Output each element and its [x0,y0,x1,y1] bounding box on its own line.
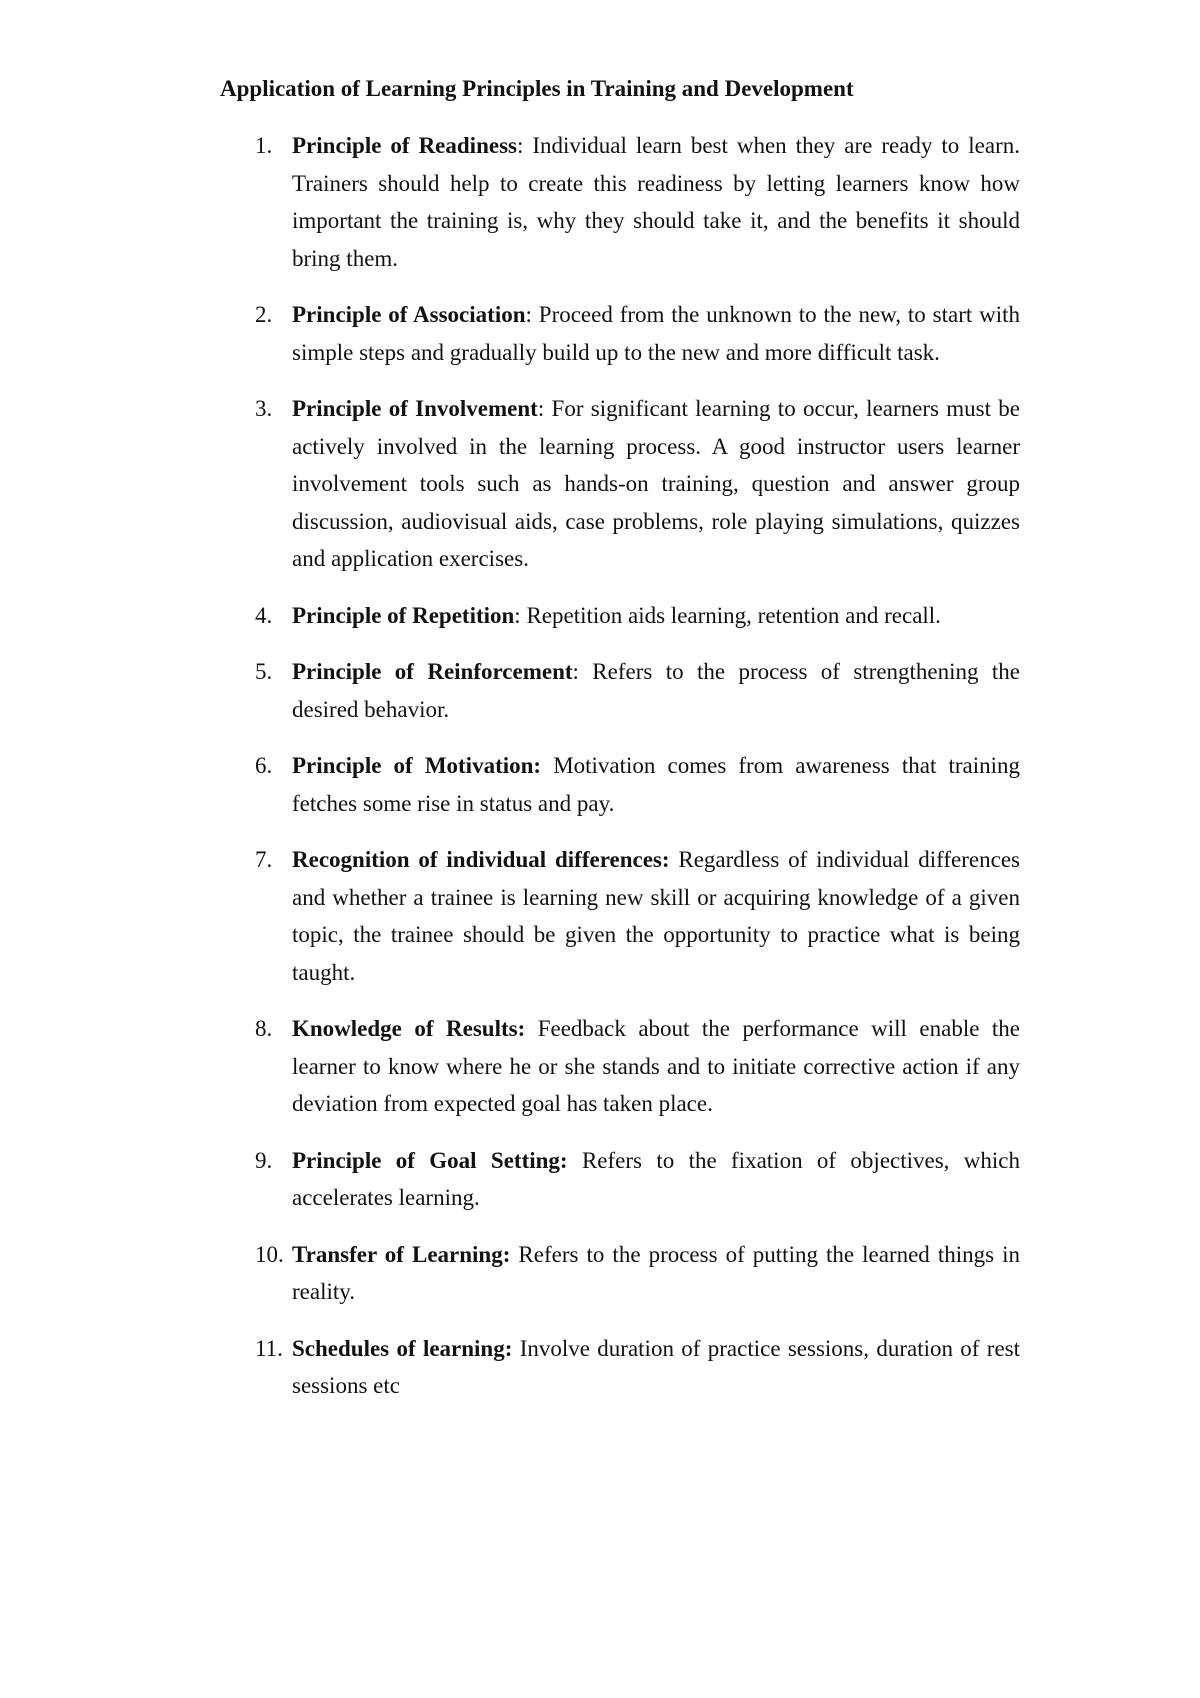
term-separator: : [516,133,524,158]
principle-term: Transfer of Learning: [292,1241,511,1267]
list-item [220,296,1020,371]
item-number: 1. [255,133,273,158]
principles-list [220,127,1020,1424]
list-item [220,841,1020,991]
principle-text: For significant learning to occur, learners must be actively involved in the learning process. A good instructor users learner involvement tools such as hands-on training, question and answer group discussion, audiovisual aids, case problems, role playing simulations, quizzes and application exercises. [292,396,1020,571]
item-number: 10. [255,1241,284,1267]
item-number: 7. [255,847,273,872]
list-item [220,597,1020,635]
item-number: 6. [255,753,273,778]
principle-term: Knowledge of Results: [292,1016,526,1041]
principle-term: Recognition of individual differences: [292,847,670,872]
principle-text: Refers to the process of putting the learned things in reality. [292,1241,1021,1304]
principle-text: Regardless of individual differences and whether a trainee is learning new skill or acquiring knowledge of a given topic, the trainee should be given the opportunity to practice what is being taught. [292,847,1020,985]
list-item [220,747,1020,822]
list-item [220,127,1020,277]
principle-text: Refers to the process of strengthening the desired behavior. [292,659,1020,722]
principle-text: Individual learn best when they are ready to learn. Trainers should help to create this readiness by letting learners know how important the training is, why they should take it, and the benefits it should bring them. [292,133,1020,271]
principle-text: Motivation comes from awareness that training fetches some rise in status and pay. [292,753,1020,816]
list-item [220,1330,1020,1405]
item-number: 11. [255,1335,283,1361]
principle-term: Principle of Association [292,302,526,327]
principle-term: Principle of Reinforcement [292,659,573,684]
principle-text: Involve duration of practice sessions, duration of rest sessions etc [292,1335,1020,1398]
item-number: 3. [255,396,273,421]
item-number: 4. [255,602,273,628]
principle-text: Refers to the fixation of objectives, which accelerates learning. [292,1147,1020,1210]
principle-text: Proceed from the unknown to the new, to start with simple steps and gradually build up to the new and more difficult task. [292,302,1021,365]
document-title: Application of Learning Principles in Training and Development [220,76,854,101]
item-number: 2. [255,302,273,327]
principle-term: Principle of Involvement [292,396,538,421]
principle-term: Principle of Goal Setting: [292,1147,568,1173]
principle-text: Repetition aids learning, retention and recall. [520,602,941,628]
principle-term: Principle of Readiness [292,133,517,158]
list-item [220,390,1020,578]
list-item [220,1010,1020,1123]
principle-text: Feedback about the performance will enable the learner to know where he or she stands and to initiate corrective action if any deviation from expected goal has taken place. [292,1016,1020,1116]
term-separator: : [514,602,521,628]
principle-term: Principle of Repetition [292,602,515,628]
item-number: 9. [255,1147,273,1173]
term-separator: : [525,302,532,327]
item-number: 8. [255,1016,273,1041]
term-separator: : [537,396,545,421]
list-item [220,1236,1020,1311]
list-item [220,1142,1020,1217]
principle-term: Schedules of learning: [292,1335,513,1361]
item-number: 5. [255,659,273,684]
principle-term: Principle of Motivation: [292,753,542,778]
list-item [220,653,1020,728]
term-separator: : [572,659,579,684]
